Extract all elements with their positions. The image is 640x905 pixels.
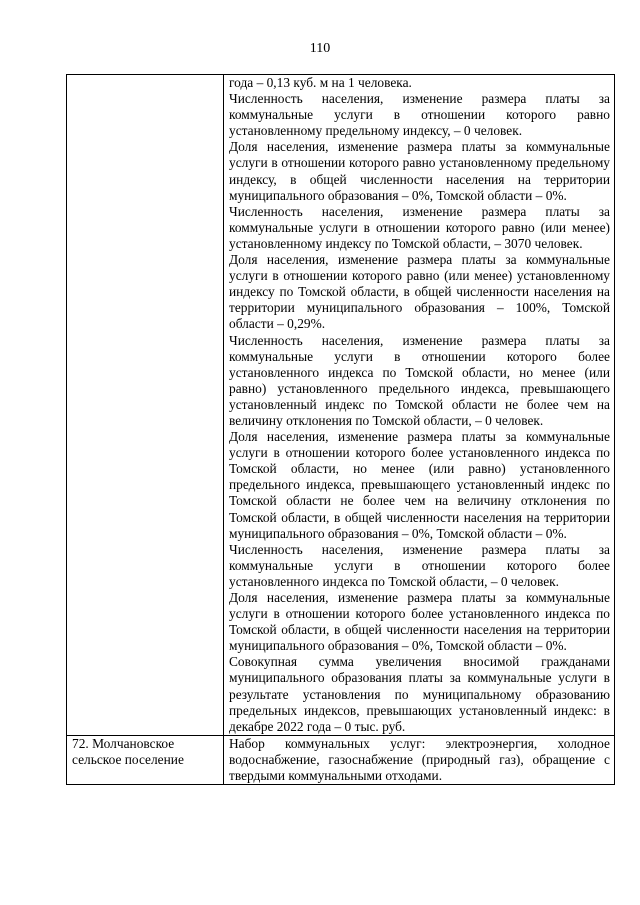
- table-row: [67, 735, 615, 784]
- services-paragraph: Набор коммунальных услуг: электроэнергия, холодное водоснабжение, газоснабжение (природный газ), обращение с твердыми коммунальными отходами.: [229, 735, 610, 784]
- municipality-name-line: сельское поселение: [72, 751, 184, 767]
- indicator-paragraph: Численность населения, изменение размера платы за коммунальные услуги в отношении которого более установленного индекса по Томской области, – 0 человек.: [229, 541, 610, 589]
- page-number: 110: [309, 41, 331, 56]
- municipality-table: [66, 74, 615, 785]
- indicator-paragraph: Доля населения, изменение размера платы за коммунальные услуги в отношении которого равно установленному предельному индексу, в общей численности населения на территории муниципального образования – 0%, Томской области – 0%.: [229, 139, 610, 203]
- indicator-paragraph: Доля населения, изменение размера платы за коммунальные услуги в отношении которого равно (или менее) установленному индексу по Томской области, в общей численности населения на территории муниципального образования – 100%, Томской области – 0,29%.: [229, 252, 610, 332]
- municipality-name-line: 72. Молчановское: [72, 735, 175, 751]
- table-row: [67, 75, 615, 736]
- indicator-paragraph: Доля населения, изменение размера платы за коммунальные услуги в отношении которого более установленного индекса по Томской области, в общей численности населения на территории муниципального образования – 0%, Томской области – 0%.: [229, 590, 610, 654]
- indicator-paragraph: Численность населения, изменение размера платы за коммунальные услуги в отношении которого равно (или менее) установленному индексу по Томской области, – 3070 человек.: [229, 203, 610, 251]
- indicator-paragraph: года – 0,13 куб. м на 1 человека.: [229, 75, 412, 90]
- indicator-paragraph: Численность населения, изменение размера платы за коммунальные услуги в отношении которого более установленного индекса по Томской области, но менее (или равно) установленного предельного индекса, превышающего установленный индекс по Томской области не более чем на величину отклонения по Томской области, – 0 человек.: [229, 332, 610, 428]
- indicator-paragraph: Совокупная сумма увеличения вносимой гражданами муниципального образования платы за коммунальные услуги в результате установления по муниципальному образованию предельных индексов, превышающих установленный индекс: в декабре 2022 года – 0 тыс. руб.: [229, 654, 610, 734]
- indicators-cell: [224, 735, 615, 784]
- municipality-cell: [67, 75, 224, 736]
- indicator-paragraph: Доля населения, изменение размера платы за коммунальные услуги в отношении которого более установленного индекса по Томской области, но менее (или равно) установленного предельного индекса, превышающего установленный индекс по Томской области не более чем на величину отклонения по Томской области, в общей численности населения на территории муниципального образования – 0%, Томской области – 0%.: [229, 429, 610, 541]
- indicators-cell: [224, 75, 615, 736]
- indicator-paragraph: Численность населения, изменение размера платы за коммунальные услуги в отношении которого равно установленному предельному индексу, – 0 человек.: [229, 91, 610, 139]
- municipality-cell: [67, 735, 224, 784]
